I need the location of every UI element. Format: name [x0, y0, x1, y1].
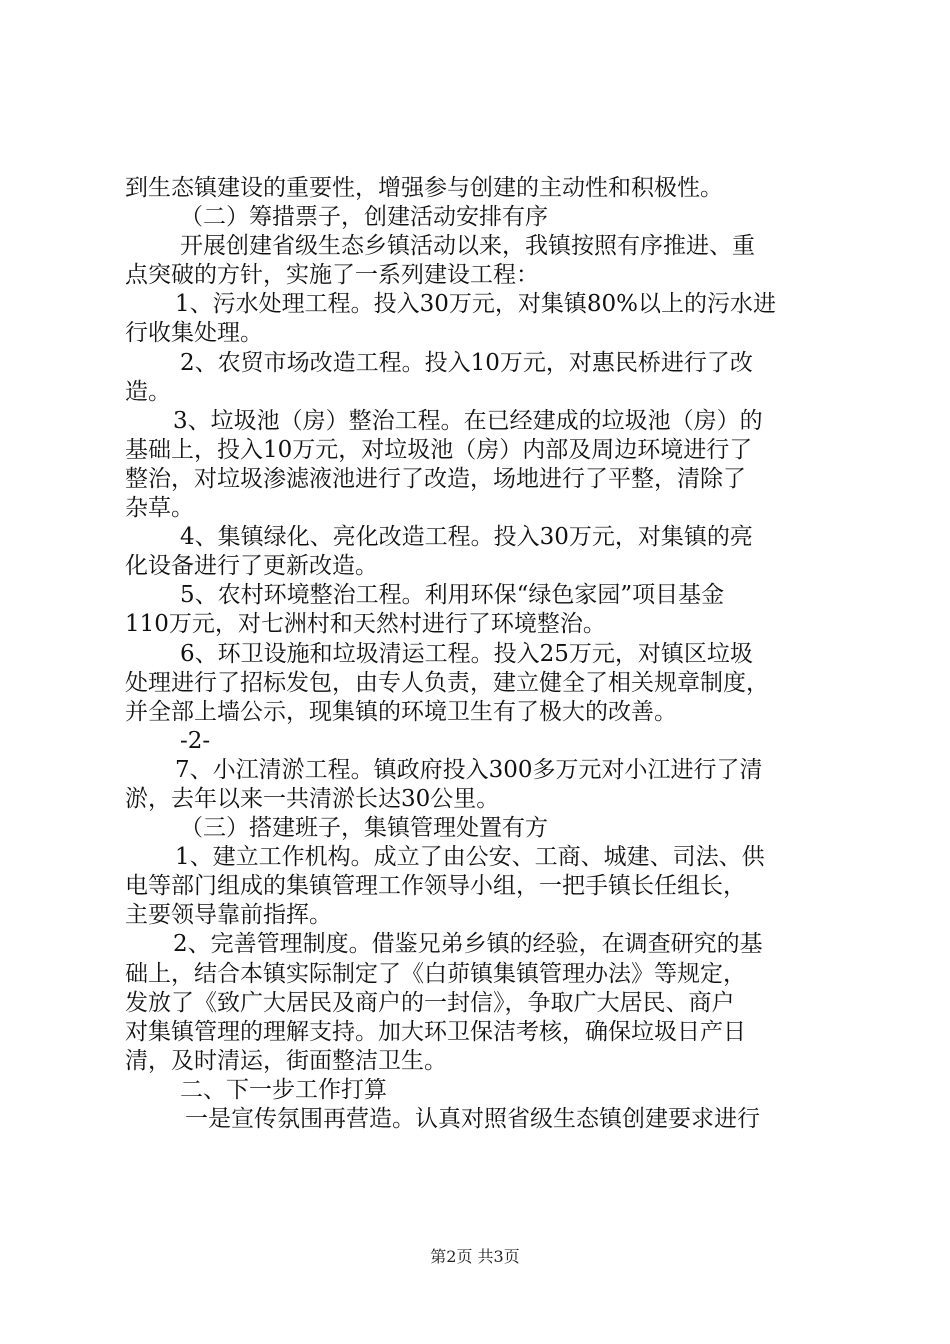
list-item-line: 110万元，对七洲村和天然村进行了环境整治。: [125, 611, 606, 638]
list-item-line: 化设备进行了更新改造。: [125, 553, 378, 580]
list-item-line: 5、农村环境整治工程。利用环保“绿色家园”项目基金: [180, 582, 725, 609]
list-item-line: 3、垃圾池（房）整治工程。在已经建成的垃圾池（房）的: [173, 407, 763, 434]
list-item-line: 对集镇管理的理解支持。加大环卫保洁考核，确保垃圾日产日: [125, 1018, 746, 1045]
list-item-line: 4、集镇绿化、亮化改造工程。投入30万元，对集镇的亮: [180, 524, 753, 551]
inline-page-marker: -2-: [180, 727, 211, 754]
document-body: [125, 174, 835, 1134]
paragraph-line: 点突破的方针，实施了一系列建设工程：: [125, 262, 539, 289]
paragraph-line: 到生态镇建设的重要性，增强参与创建的主动性和积极性。: [125, 175, 723, 201]
list-item-line: 处理进行了招标发包，由专人负责，建立健全了相关规章制度，: [125, 669, 769, 696]
list-item-line: 杂草。: [125, 495, 194, 522]
list-item-line: 础上，结合本镇实际制定了《白茆镇集镇管理办法》等规定，: [125, 960, 746, 987]
list-item-line: 行收集处理。: [125, 320, 263, 347]
list-item-line: 1、污水处理工程。投入30万元，对集镇80%以上的污水进: [175, 291, 777, 318]
list-item-line: 整治，对垃圾渗滤液池进行了改造，场地进行了平整，清除了: [125, 465, 746, 492]
paragraph-line: 开展创建省级生态乡镇活动以来，我镇按照有序推进、重: [180, 233, 755, 260]
list-item-line: 并全部上墙公示，现集镇的环境卫生有了极大的改善。: [125, 698, 677, 725]
list-item-line: 7、小江清淤工程。镇政府投入300多万元对小江进行了清: [175, 756, 763, 783]
list-item-line: 淤，去年以来一共清淤长达30公里。: [125, 785, 500, 812]
list-item-line: 6、环卫设施和垃圾清运工程。投入25万元，对镇区垃圾: [180, 640, 753, 667]
list-item-line: 2、农贸市场改造工程。投入10万元，对惠民桥进行了改: [180, 349, 753, 376]
section-heading: 二、下一步工作打算: [180, 1076, 387, 1103]
list-item-line: 基础上，投入10万元，对垃圾池（房）内部及周边环境进行了: [125, 436, 753, 463]
list-item-line: 电等部门组成的集镇管理工作领导小组，一把手镇长任组长，: [125, 873, 746, 900]
list-item-line: 造。: [125, 378, 171, 405]
paragraph-line: 一是宣传氛围再营造。认真对照省级生态镇创建要求进行: [185, 1106, 760, 1132]
list-item-line: 清，及时清运，街面整洁卫生。: [125, 1047, 447, 1074]
section-heading: （三）搭建班子，集镇管理处置有方: [180, 815, 548, 842]
section-heading: （二）筹措票子，创建活动安排有序: [180, 204, 548, 231]
list-item-line: 主要领导靠前指挥。: [125, 902, 332, 929]
page-footer: 第2页 共3页: [430, 1247, 520, 1266]
list-item-line: 1、建立工作机构。成立了由公安、工商、城建、司法、供: [175, 844, 765, 871]
list-item-line: 发放了《致广大居民及商户的一封信》，争取广大居民、商户: [125, 989, 735, 1016]
list-item-line: 2、完善管理制度。借鉴兄弟乡镇的经验，在调查研究的基: [173, 931, 763, 958]
